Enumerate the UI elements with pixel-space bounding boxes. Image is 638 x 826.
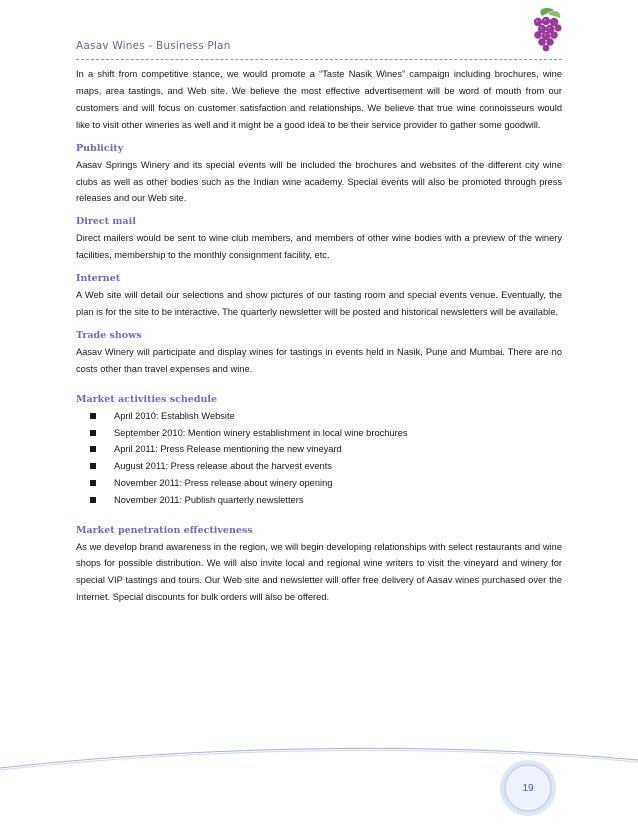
list-item: August 2011: Press release about the harvest events <box>90 458 562 475</box>
penetration-paragraph: As we develop brand awareness in the region, we will begin developing relationships with select restaurants and wine shops for possible distribution. We will also invite local and regional wine writers to visit the vineyard and winery for special VIP tastings and tours. Our Web site and newsletter will offer free delivery of Aasav wines purchased over the Internet. Special discounts for bulk orders will also be offered. <box>76 541 562 603</box>
trade-shows-heading: Trade shows <box>76 329 142 341</box>
grapes-icon <box>528 6 564 54</box>
direct-mail-heading: Direct mail <box>76 216 136 228</box>
schedule-list <box>90 408 562 509</box>
document-body <box>76 66 562 606</box>
document-header-title: Aasav Wines - Business Plan <box>76 40 231 52</box>
list-item: November 2011: Publish quarterly newsletters <box>90 492 562 509</box>
internet-heading: Internet <box>76 273 121 285</box>
header-divider <box>76 59 562 60</box>
list-item: April 2010: Establish Website <box>90 408 562 425</box>
list-item: September 2010: Mention winery establishment in local wine brochures <box>90 425 562 442</box>
bullet-square-icon <box>90 497 96 503</box>
direct-mail-paragraph: Direct mailers would be sent to wine club members, and members of other wine bodies with a preview of the winery facilities, membership to the monthly consignment facility, etc. <box>76 233 562 261</box>
publicity-paragraph: Aasav Springs Winery and its special events will be included the brochures and websites of the different city wine clubs as well as other bodies such as the Indian wine academy. Special events will also be promoted through press releases and our Web site. <box>76 159 562 204</box>
internet-paragraph: A Web site will detail our selections and show pictures of our tasting room and special events venue. Eventually, the plan is for the site to be interactive. The quarterly newsletter will be posted and historical newsletters will be available. <box>76 290 562 318</box>
bullet-square-icon <box>90 463 96 469</box>
schedule-heading: Market activities schedule <box>76 393 218 405</box>
page-number: 19 <box>522 782 534 794</box>
penetration-heading: Market penetration effectiveness <box>76 524 253 536</box>
trade-shows-paragraph: Aasav Winery will participate and display wines for tastings in events held in Nasik, Pune and Mumbai. There are no costs other than travel expenses and wine. <box>76 346 562 374</box>
list-item: November 2011: Press release about winery opening <box>90 475 562 492</box>
bullet-square-icon <box>90 446 96 452</box>
list-item: April 2011: Press Release mentioning the new vineyard <box>90 441 562 458</box>
bullet-square-icon <box>90 413 96 419</box>
bullet-square-icon <box>90 430 96 436</box>
intro-paragraph: In a shift from competitive stance, we would promote a “Taste Nasik Wines” campaign including brochures, wine maps, area tastings, and Web site. We believe the most effective advertisement will be word of mouth from our customers and will focus on customer satisfaction and relationships. We believe that true wine connoisseurs would like to visit other wineries as well and it might be a good idea to be their service provider to gather some goodwill. <box>76 69 562 130</box>
publicity-heading: Publicity <box>76 142 124 154</box>
bullet-square-icon <box>90 480 96 486</box>
